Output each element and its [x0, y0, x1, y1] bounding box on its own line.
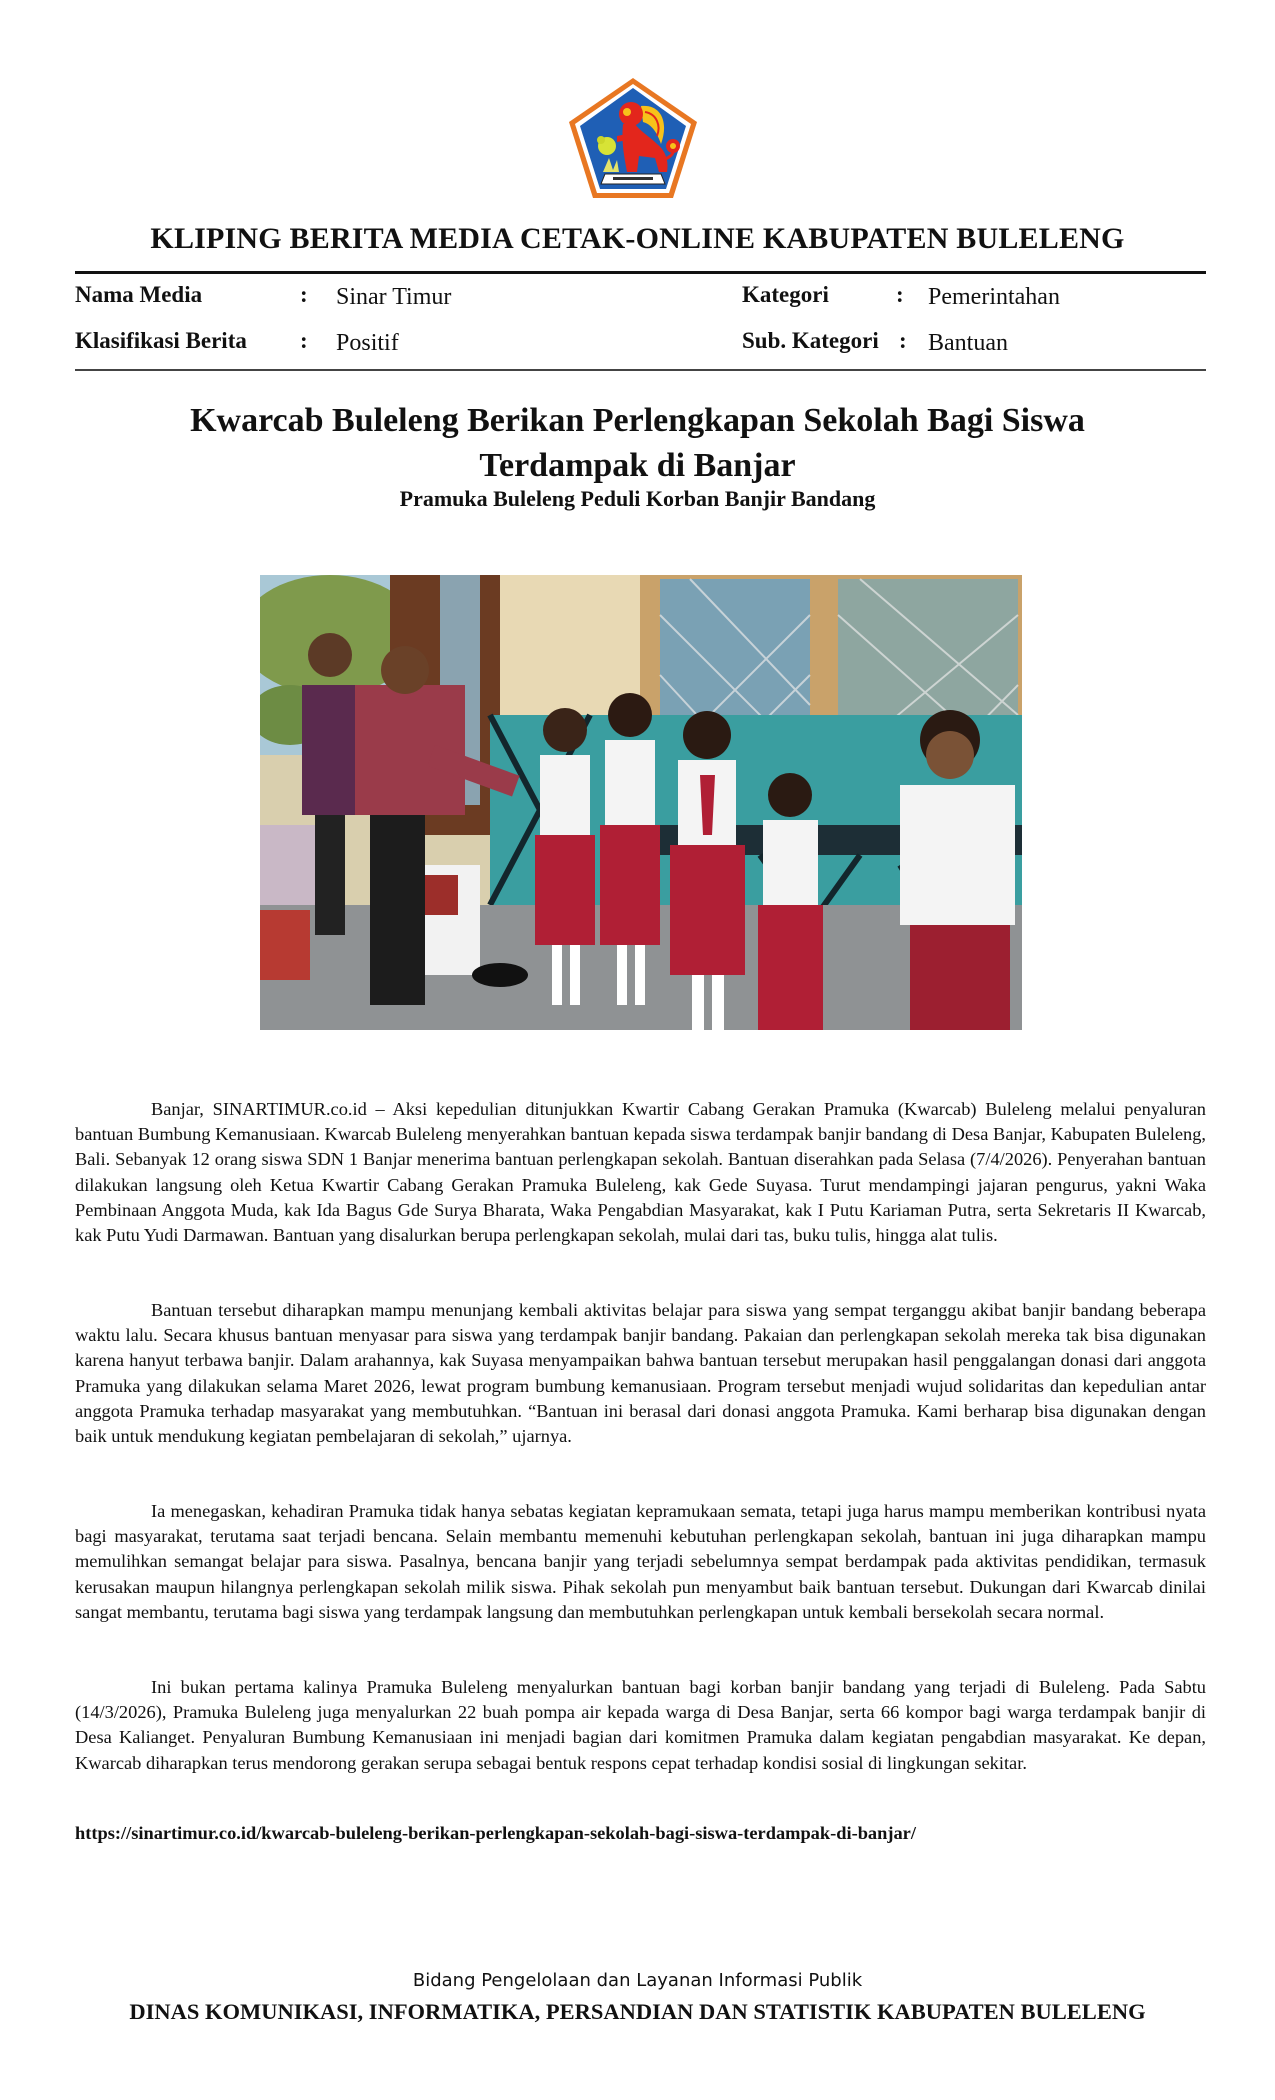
meta-colon: : — [899, 328, 907, 353]
paragraph-text: Banjar, SINARTIMUR.co.id – Aksi kepedulian ditunjukkan Kwartir Cabang Gerakan Pramuka (Kwarcab) Buleleng melalui penyaluran bantuan Bumbung Kemanusiaan. Kwarcab Buleleng menyerahkan bantuan kepada siswa terdampak banjir bandang di Desa Banjar, Kabupaten Buleleng, Bali. Sebanyak 12 orang siswa SDN 1 Banjar menerima bantuan perlengkapan sekolah. Bantuan diserahkan pada Selasa (7/4/2026). Penyerahan bantuan dilakukan langsung oleh Ketua Kwartir Cabang Gerakan Pramuka Buleleng, kak Gede Suyasa. Turut mendampingi jajaran pengurus, yakni Waka Pembinaan Anggota Muda, kak Ida Bagus Gde Surya Bharata, Waka Pengabdian Masyarakat, kak I Putu Kariaman Putra, serta Sekretaris II Kwarcab, kak Putu Yudi Darmawan. Bantuan yang disalurkan berupa perlengkapan sekolah, mulai dari tas, buku tulis, hingga alat tulis. — [75, 1099, 1206, 1246]
meta-label-nama-media: Nama Media — [75, 282, 203, 307]
photo-scene — [260, 575, 1022, 1030]
source-url-link[interactable]: https://sinartimur.co.id/kwarcab-buleleng-berikan-perlengkapan-sekolah-bagi-siswa-terdampak-di-banjar/ — [75, 1823, 916, 1843]
article-paragraph — [75, 1298, 1206, 1449]
article-photo — [260, 575, 1022, 1030]
meta-colon: : — [300, 282, 308, 307]
headline-line-2: Terdampak di Banjar — [479, 447, 796, 484]
footer-unit: Bidang Pengelolaan dan Layanan Informasi Publik — [412, 1970, 863, 1991]
article-paragraph — [75, 1097, 1206, 1248]
header-rule-bottom — [75, 369, 1206, 371]
lion-emblem-icon — [565, 74, 701, 202]
paragraph-text: Ia menegaskan, kehadiran Pramuka tidak hanya sebatas kegiatan kepramukaan semata, tetapi juga harus mampu memberikan kontribusi nyata bagi masyarakat, terutama saat terjadi bencana. Selain membantu memenuhi kebutuhan perlengkapan sekolah, bantuan ini juga diharapkan mampu memulihkan semangat belajar para siswa. Pasalnya, bencana banjir yang terjadi sebelumnya sempat berdampak pada aktivitas pendidikan, termasuk kerusakan maupun hilangnya perlengkapan sekolah milik siswa. Pihak sekolah pun menyambut baik bantuan tersebut. Dukungan dari Kwarcab dinilai sangat membantu, terutama bagi siswa yang terdampak langsung dan membutuhkan perlengkapan untuk kembali bersekolah secara normal. — [75, 1501, 1206, 1622]
footer-organization: DINAS KOMUNIKASI, INFORMATIKA, PERSANDIAN DAN STATISTIK KABUPATEN BULELENG — [129, 1999, 1146, 2024]
meta-value-nama-media: Sinar Timur — [336, 284, 452, 310]
kabupaten-buleleng-logo — [565, 74, 701, 202]
article-subheadline: Pramuka Buleleng Peduli Korban Banjir Bandang — [399, 486, 876, 511]
headline-line-1: Kwarcab Buleleng Berikan Perlengkapan Sekolah Bagi Siswa — [190, 402, 1085, 439]
document-title: KLIPING BERITA MEDIA CETAK-ONLINE KABUPATEN BULELENG — [150, 222, 1125, 255]
paragraph-text: Ini bukan pertama kalinya Pramuka Buleleng menyalurkan bantuan bagi korban banjir bandang yang terjadi di Buleleng. Pada Sabtu (14/3/2026), Pramuka Buleleng juga menyalurkan 22 buah pompa air kepada warga di Desa Banjar, serta 66 kompor bagi warga terdampak banjir di Desa Kalianget. Penyaluran Bumbung Kemanusiaan ini menjadi bagian dari komitmen Pramuka dalam kegiatan pengabdian masyarakat. Ke depan, Kwarcab diharapkan terus mendorong gerakan serupa sebagai bentuk respons cepat terhadap kondisi sosial di lingkungan sekitar. — [75, 1677, 1206, 1773]
meta-value-sub-kategori: Bantuan — [928, 330, 1008, 356]
paragraph-text: Bantuan tersebut diharapkan mampu menunjang kembali aktivitas belajar para siswa yang sempat terganggu akibat banjir bandang beberapa waktu lalu. Secara khusus bantuan menyasar para siswa yang terdampak banjir bandang. Pakaian dan perlengkapan sekolah mereka tak bisa digunakan karena hanyut terbawa banjir. Dalam arahannya, kak Suyasa menyampaikan bahwa bantuan tersebut merupakan hasil penggalangan donasi dari anggota Pramuka yang dilakukan selama Maret 2026, lewat program bumbung kemanusiaan. Program tersebut menjadi wujud solidaritas dan kepedulian antar anggota Pramuka terhadap masyarakat yang membutuhkan. “Bantuan ini berasal dari donasi anggota Pramuka. Kami berharap bisa digunakan dengan baik untuk mendukung kegiatan pembelajaran di sekolah,” ujarnya. — [75, 1300, 1206, 1447]
meta-label-kategori: Kategori — [742, 282, 829, 307]
meta-colon: : — [300, 328, 308, 353]
header-rule-top — [75, 271, 1206, 274]
meta-label-sub-kategori: Sub. Kategori — [742, 328, 879, 353]
article-headline — [140, 398, 1135, 488]
article-paragraph — [75, 1675, 1206, 1776]
meta-value-kategori: Pemerintahan — [928, 284, 1060, 310]
meta-value-klasifikasi: Positif — [336, 330, 399, 356]
article-paragraph — [75, 1499, 1206, 1625]
meta-label-klasifikasi: Klasifikasi Berita — [75, 328, 247, 353]
meta-colon: : — [896, 282, 904, 307]
